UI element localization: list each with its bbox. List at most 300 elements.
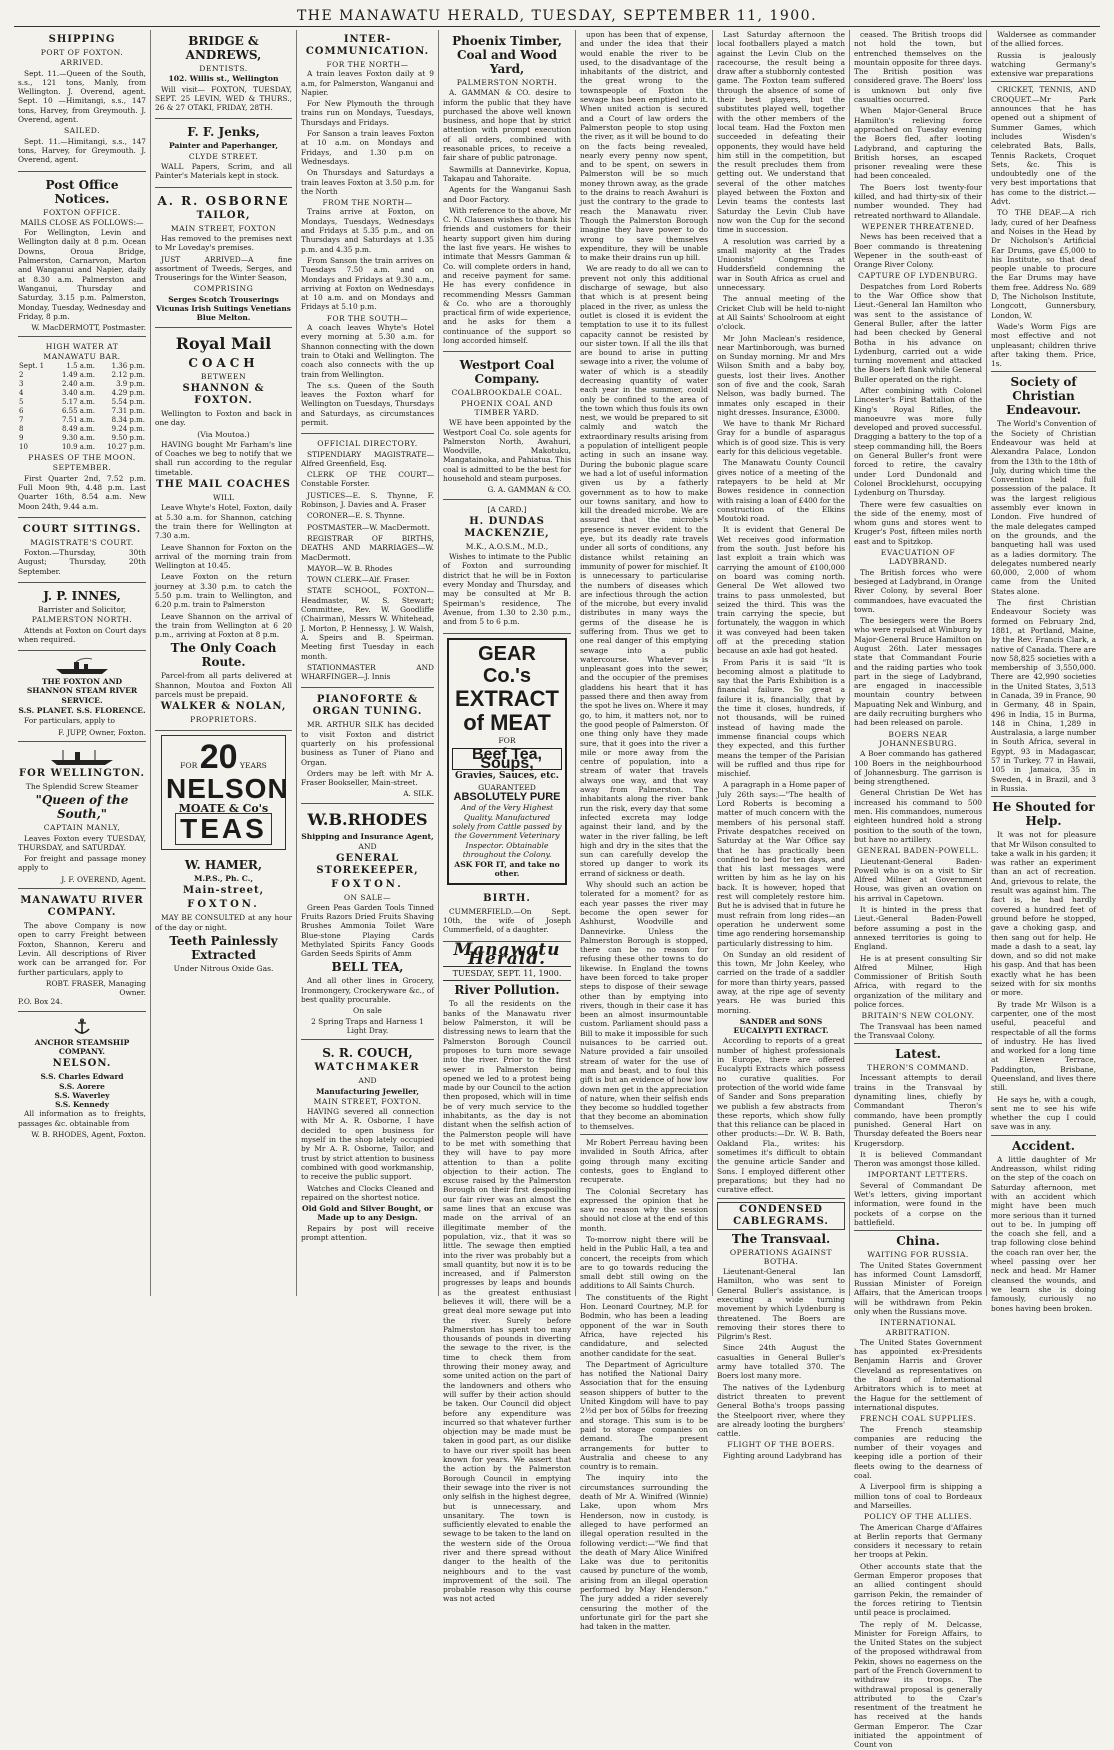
news-item: We have to thank Mr Richard Gray for a bundle of asparagus which is of good size. This is very early for this delicious vegetable. <box>717 419 845 457</box>
proprietors: PROPRIETORS. <box>190 715 257 725</box>
hamer-text: MAY BE CONSULTED at any hour of the day or night. <box>155 913 292 932</box>
high-water-cell: 7.51 a.m. <box>61 416 96 425</box>
jenks-street: CLYDE STREET. <box>188 151 259 161</box>
dentists-heading: BRIDGE & ANDREWS, <box>185 34 262 62</box>
high-water-row <box>18 371 146 380</box>
bell-tea: BELL TEA, <box>331 960 404 975</box>
cable-text: A Liverpool firm is shipping a million tons of coal to Bordeaux and Marseilles. <box>854 1482 982 1510</box>
couch-ad <box>301 1042 434 1248</box>
shipping-heading: SHIPPING <box>48 34 116 45</box>
column-7 <box>850 30 987 1750</box>
dentists-ad <box>155 30 292 119</box>
cable-text: Incessant attempts to derail trains in the Transvaal by dynamiting lines, chiefly by Commandant Theron's commando, have been promptly punished. General Hart on Thursday defeated the Boers near Krugersdorp. <box>854 1073 982 1148</box>
news-item: The constituents of the Right Hon. Leonard Courtney, M.P. for Bodmin, who has been a leading opponent of the war in South Africa, have rejected his candidature, and selected another candidate for the seat. <box>580 1292 708 1358</box>
cable-text: It is believed Commandant Theron was amongst those killed. <box>854 1149 982 1169</box>
rhodes-town: FOXTON. <box>331 879 404 891</box>
high-water-section <box>18 339 146 517</box>
steam-text: For particulars, apply to <box>24 716 115 726</box>
cable-text: ceased. The British troops did not hold the town, but entrenched themselves on the mountain opposite for three days. The British position was considered grave. The Boers' loss is unknown but only five casualties occurred. <box>854 30 982 105</box>
post-office-heading: Post Office Notices. <box>45 177 119 206</box>
advert-text: CRICKET, TENNIS, AND CROQUET.—Mr Park announces that he has opened out a shipment of Summer Games, which includes Wisden's celebrated Bats, Balls, Tennis Rackets, Croquet Sets, &c. This is undoubtedly one of the very best importations that has come to the district.—Advt. <box>991 85 1096 207</box>
directory-item: POSTMASTER—W. MacDermott. <box>307 522 430 532</box>
mails-heading: MAILS CLOSE AS FOLLOWS:— <box>20 217 144 227</box>
anchor-ship: S.S. Waverley <box>54 1090 110 1100</box>
editorial-text: Why should such an action be tolerated for a moment? for as each year passes the river may become the open sewer for Ashhurst, Woodville and Dannevirke. Unless the Palmerston Borough is stopped, there can be no reason for refusing these other towns to do likewise. In England the towns have been forced to take proper steps to dispose of their sewage other than by emptying into rivers, though in their case it has been an almost insurmountable custom. Parliament should pass a Bill to make it impossible for such nuisances to be carried out. Nature provided a fair unsoiled stream of water for the use of man and beast, and to foul this gift is but an evidence of how low down men get in the appreciation of nature, when their selfish ends they become so huddled together that they become an abomination to themselves. <box>580 880 708 1131</box>
high-water-cell: 8.34 p.m. <box>111 416 145 425</box>
royal-between: BETWEEN <box>200 371 247 381</box>
high-water-cell: 1.36 p.m. <box>111 362 145 371</box>
birth-notice <box>443 889 571 942</box>
china-heading: China. <box>896 1234 940 1249</box>
ad-teas: TEAS <box>175 813 272 845</box>
cable-heading: THERON'S COMMAND. <box>867 1063 969 1073</box>
rhodes-sub: Shipping and Insurance Agent, <box>301 831 434 841</box>
editorial-text: upon has been that of expense, and under the idea that their would enable the river to be used, to the disadvantage of the inhabitants of the district, and the great wrong to the townspeople of Foxton the sewage has been emptied into it. When united action is secured and a Court of law orders the Palmerston people to stop using the river, as it will be bound to do on the facts being revealed, nearly every penny now spent, and to be spent, on sewers in Palmerston will be so much money thrown away, as the grade to the drains to reach Awahuri is just the contrary to the grade to reach the Manawatu river. Though the Palmerston Borough imagine they have power to do wrong to save themselves expenditure, they will be unable to make their drains run up hill. <box>580 30 708 263</box>
cable-text: A Boer commando has gathered 100 Boers in the neighbourhood of Johannesburg. The garrison is being strengthened. <box>854 749 982 787</box>
cable-heading: BOERS NEAR JOHANNESBURG. <box>879 729 957 748</box>
high-water-cell: 1.49 a.m. <box>61 371 96 380</box>
hamer-street: Main-street, <box>182 885 265 897</box>
ad-years: YEARS <box>239 760 267 770</box>
gear-beef-tea: Beef Tea, Soups, <box>452 748 562 771</box>
directory-item: STIPENDIARY MAGISTRATE—Alfred Greenfield, Esq. <box>301 449 434 468</box>
mackenzie-heading: H. DUNDAS MACKENZIE, <box>464 515 550 539</box>
mackenzie-text: Wishes to intimate to the Public of Foxton and surrounding district that he will be in Foxton every Monday and Thursday, and may be consulted at Mr B. Speirman's residence, The Avenue, from 1.30 to 2.30 p.m., and from 5 to 6 p.m. <box>443 552 571 627</box>
couch-gold: Old Gold and Silver Bought, or Made up to any Design. <box>301 1204 434 1223</box>
river-company-ad <box>18 891 146 1012</box>
gear-extract-ad <box>447 638 567 885</box>
cable-text: He is at present consulting Sir Alfred Milner, High Commissioner of British South Africa, with regard to the organization of the military and police forces. <box>854 953 982 1009</box>
sailed-text: Sept. 11.—Himitangi, s.s., 147 tons, Harvey, for Greymouth. J. Overend, agent. <box>18 136 146 165</box>
gear-ask: ASK FOR IT, and take no other. <box>454 860 560 879</box>
ad-20: 20 <box>199 737 238 776</box>
high-water-cell: 10.27 p.m. <box>107 443 145 452</box>
cable-heading: GENERAL BADEN-POWELL. <box>856 846 980 856</box>
news-item: According to reports of a great number of highest professionals in Europe, there are offered Eucalypti Extracts which possess no curative qualities. For protection of the world wide fame of Sander and Sons preparation we publish a few abstracts from these reports, which show fully that this reliance can be placed in other products:—Dr. W. B. Bath, Oakland Fla., writes: his sometimes it's difficult to obtain the genuine article Sander and Sons. I employed different other preparations; but they had no curative effect. <box>717 1036 845 1195</box>
masthead-title: THE MANAWATU HERALD, TUESDAY, SEPTEMBER 11, 1900. <box>296 8 818 24</box>
westport-sign: G. A. GAMMAN & CO. <box>487 485 571 495</box>
osborne-ad <box>155 190 292 328</box>
cable-text: News has been received that a Boer commando is threatening Wepener in the south-east of Orange River Colony. <box>854 232 982 270</box>
phoenix-text: With reference to the above, Mr C. N. Clausen wishes to thank his friends and customers for their hearty support given him during the last five years. He wishes to intimate that Messrs Gamman & Co. will complete orders in hand, and receive payment for same. He has every confidence in recommending Messrs Gamman & Co. who are a thoroughly practical firm of wide experience, and he asks for them a continuance of the support so long accorded himself. <box>443 205 571 346</box>
high-water-cell: 9.24 p.m. <box>111 425 145 434</box>
bell-tea-text: And all other lines in Grocery, Ironmongery, Crockeryware &c., of best quality procurable. <box>301 976 434 1005</box>
cable-text: Waldersee as commander of the allied forces. <box>991 30 1096 49</box>
endeavour-text: The World's Convention of the Society of Christian Endeavour was held at Alexandra Palace, London from the 13th to the 18th of July, during which time the Convention held full possession of the palace. It was the largest religious assembly ever known in London. Five hundred of the male delegates camped on the grounds, and the banqueting hall was used as a ladies dormitory. The delegates numbered nearly 60,000, 2,000 of whom came from the United States alone. <box>991 419 1097 596</box>
anchor-ad <box>18 1014 146 1144</box>
captain: CAPTAIN MANLY, <box>43 823 121 833</box>
endeavour-heading: Society of Christian Endeavour. <box>1006 375 1081 418</box>
piano-ad <box>301 690 434 803</box>
cable-heading: INTERNATIONAL ARBITRATION. <box>880 1318 956 1337</box>
mail-coaches-text: Leave Foxton on the return journey at 3.30 p.m. to catch the 5.50 p.m. train to Wellington, and 6.20 p.m. train to Palmerston <box>155 572 292 610</box>
ad-for: FOR <box>180 760 198 770</box>
directory-item: TOWN CLERK—Alf. Fraser. <box>307 575 411 585</box>
steam-heading: THE FOXTON AND SHANNON STEAM RIVER SERVICE. <box>26 677 138 705</box>
ic-text: For Sanson a train leaves Foxton at 10 a.m. on Mondays and Fridays, and 1.30 p.m on Wednesdays. <box>301 129 434 166</box>
moon-text: First Quarter 2nd, 7.52 p.m. Full Moon 9th, 4.48 p.m. Last Quarter 16th, 8.54 a.m. New Moon 24th, 9.44 a.m. <box>18 473 146 511</box>
hamer-heading: W. HAMER, <box>184 857 263 872</box>
anchor-ship: S.S. Charles Edward <box>40 1072 124 1082</box>
phoenix-ad <box>443 30 571 352</box>
column-1 <box>14 30 151 1296</box>
rhodes-traps: 2 Spring Traps and Harness 1 Light Dray. <box>311 1016 424 1035</box>
steam-river-ad <box>18 653 146 742</box>
high-water-cell: 1.5 a.m. <box>66 362 96 371</box>
wellington-agent: J. F. OVEREND, Agent. <box>61 874 146 884</box>
cable-text: Russia is jealously watching Germany's extensive war preparations <box>991 50 1096 79</box>
cable-heading: IMPORTANT LETTERS. <box>867 1170 969 1180</box>
innes-place: PALMERSTON NORTH. <box>31 615 133 625</box>
rhodes-storekeeper: GENERAL STOREKEEPER, <box>316 853 419 877</box>
cable-text: Since 24th August the casualties in General Buller's army have totalled 370. The Boers lost many more. <box>717 1343 845 1381</box>
court-section <box>18 520 146 583</box>
osborne-comprising: COMPRISING <box>193 284 254 294</box>
postmaster-sign: W. MacDERMOTT, Postmaster. <box>31 323 146 333</box>
cable-text: There were few casualties on the side of the enemy, most of whom guns and stores went to Kruger's Post, fifteen miles north east and to Spitzkop. <box>854 499 982 546</box>
paper-date: TUESDAY, SEPT. 11, 1900. <box>443 966 571 981</box>
advert-text: Wade's Worm Figs are most effective and not unpleasant; children thrive after taking them. Price, 1s. <box>991 321 1096 369</box>
news-item: From Paris it is said "It is becoming almost a platitude to say that the Paris Exhibition is a financial failure. So great a failure it is, financially, that by the time it closes, hundreds, if not thousands, will be ruined instead of having made the immense financial coups which they expected, and this further means the temper of the Parisian will be ruffled and thus ripe for mischief. <box>717 657 845 779</box>
high-water-cell: 9 <box>19 434 24 443</box>
phoenix-sub: PALMERSTON NORTH. <box>456 78 558 87</box>
couch-mfr: Manufacturing Jeweller, <box>315 1086 420 1096</box>
gear-text: And of the Very Highest Quality. Manufactured solely from Cattle passed by the Government Veterinary Inspector. Obtainable throughout the Colony. <box>452 803 562 859</box>
transvaal-heading: The Transvaal. <box>731 1231 831 1246</box>
high-water-cell: 7.31 p.m. <box>111 407 145 416</box>
condensed-cablegrams-heading: CONDENSED CABLEGRAMS. <box>717 1202 845 1230</box>
innes-ad <box>18 585 146 651</box>
gear-gravies: Gravies, Sauces, etc. <box>455 771 559 782</box>
ic-text: Trains arrive at Foxton, on Mondays, Tuesdays, Wednesdays and Fridays at 5.35 p.m., and on Thursdays and Saturdays at 1.35 p.m. and 4.35 p.m. <box>301 207 434 254</box>
piano-text: MR. ARTHUR SILK has decided to visit Foxton and district quarterly on his professional business as Tuner of Piano and Organ. <box>301 720 434 767</box>
port-heading: PORT OF FOXTON. <box>40 48 124 57</box>
high-water-cell: 3.40 a.m. <box>61 389 96 398</box>
cable-text: Other accounts state that the German Emperor proposes that an allied contingent should garrison Pekin, the remainder of the forces retiring to Tientsin until peace is proclaimed. <box>854 1561 982 1618</box>
column-5 <box>576 30 713 1632</box>
phoenix-text: Agents for the Wanganui Sash and Door Factory. <box>443 185 571 204</box>
royal-text: Wellington to Foxton and back in one day. <box>155 408 292 428</box>
directory-item: JUSTICES—E. S. Thynne, F. Robinson, J. Davies and A. Fraser <box>301 490 434 510</box>
river-company-heading: MANAWATU RIVER COMPANY. <box>20 895 144 919</box>
couch-sub: WATCHMAKER <box>314 1062 421 1074</box>
ic-text: The s.s. Queen of the South leaves the Foxton wharf for Wellington on Tuesdays, Thursdays and Saturdays, as circumstances permit. <box>301 380 434 427</box>
flight-heading: FLIGHT OF THE BOERS. <box>727 1440 835 1450</box>
innes-text: Attends at Foxton on Court days when required. <box>18 625 146 644</box>
gear-guaranteed: GUARANTEED <box>478 782 536 792</box>
cable-text: Lieutenant-General Ian Hamilton, who was sent to General Buller's assistance, is executing a wide turning movement by which Lydenburg is threatened. The Boers are removing their stores there to Pilgrim's Rest. <box>717 1267 845 1342</box>
high-water-row <box>18 425 146 434</box>
cable-text: The United States Government has appointed ex-Presidents Benjamin Harris and Grover Cleveland as representatives on the Board of International Arbitrators which is to meet at the Hague for the settlement of international disputes. <box>854 1337 982 1412</box>
mail-coaches-text: Leave Whyte's Hotel, Foxton, daily at 5.30 a.m. for Shannon, catching the train there for Wellington at 7.30 a.m. <box>155 503 292 541</box>
endeavour-text: The first Christian Endeavour Society was formed on February 2nd, 1881, at Portland, Maine, by the Rev. Francis Clark, a native of Canada. There are now 58,825 societies with a membership of 3,550,000. There are 42,990 societies in the United States, 3,513 in Canada, 39 in France, 90 in Germany, 48 in Spain, 496 in India, 15 in Burma, 148 in China, 1,289 in Australasia, a large number in South Africa, several in Egypt, 93 in Madagascar, 57 in Turkey, 77 in Hawaii, 105 in Jamaica, 35 in Sweden, 4 in Brazil, and 3 in Russia. <box>991 598 1096 793</box>
cable-heading: POLICY OF THE ALLIES. <box>863 1512 973 1522</box>
royal-route: SHANNON & FOXTON. <box>182 382 265 406</box>
from-north: FROM THE NORTH— <box>322 198 413 208</box>
news-item: The Department of Agriculture has notified the National Dairy Association that for the ensuing season shippers of butter to the United Kingdom will have to pay 2½d per box of 56lbs for freezing and storage. This sum is to be paid to storage companies on demand. The present arrangements for butter to Australia and cheese to any country is to remain. <box>580 1359 708 1472</box>
high-water-cell: 8.49 a.m. <box>61 425 96 434</box>
story-text: By trade Mr Wilson is a carpenter, one of the most useful, peaceful and respectable of all the forms of industry. He has lived and worked for a long time at Eleven Terrace, Paddington, Brisbane, Queensland, and lives there still. <box>991 999 1096 1093</box>
royal-text: HAVING bought Mr Farham's line of Coaches we beg to notify that we shall run according to the regular timetable. <box>155 439 292 477</box>
hamer-ad <box>155 854 292 978</box>
cable-text: The Boers lost twenty-four killed, and had thirty-six of their number wounded. They had retreated northward to Allandale. <box>854 182 982 220</box>
court-heading: COURT SITTINGS. <box>22 523 142 535</box>
mail-coaches-text: Leave Shannon on the arrival of the train from Wellington at 6 20 p.m., arriving at Foxton at 8 p.m. <box>155 611 292 640</box>
only-coach-route: The Only Coach Route. <box>170 641 277 670</box>
westport-sub2: PHOENIX COAL AND TIMBER YARD. <box>460 398 554 417</box>
innes-sub: Barrister and Solicitor, <box>37 604 127 614</box>
news-item: On Sunday an old resident of this town, Mr John Keeley, who carried on the trade of a saddler for more than thirty years, passed away, at the ripe age of seventy years. He was buried this morning. <box>717 949 845 1015</box>
directory-item: REGISTRAR OF BIRTHS, DEATHS AND MARRIAGES—W. MacDermott. <box>301 533 434 562</box>
anchor-nelson: NELSON. <box>52 1058 112 1070</box>
high-water-cell: 4.29 p.m. <box>111 389 145 398</box>
court-text: Foxton.—Thursday, 30th August; Thursday, 20th September. <box>18 548 146 576</box>
parcel-text: Parcel-from all parts delivered at Shannon, Moutoa and Foxton All parcels must be prepaid. <box>155 671 292 700</box>
couch-and: AND <box>358 1076 377 1086</box>
high-water-table <box>18 362 146 452</box>
cable-text: General Christian De Wet has increased his command to 500 men. His commandoes, numerous eighteen hundred hold a strong position to the south of the town, but have no artillery. <box>854 788 982 844</box>
high-water-row <box>18 443 146 452</box>
high-water-cell: 6.55 a.m. <box>61 407 96 416</box>
ops-heading: OPERATIONS AGAINST BOTHA. <box>729 1247 833 1266</box>
news-item: The Colonial Secretary has expressed the opinion that he saw no reason why the session should not close at the end of this month. <box>580 1186 708 1233</box>
wellington-sub: The Splendid Screw Steamer <box>25 781 139 791</box>
high-water-row <box>18 362 146 371</box>
for-south: FOR THE SOUTH— <box>326 313 409 323</box>
cable-text: Lieutenant-General Baden-Powell who is on a visit to Sir Alfred Milner at Government House, was given an ovation on his arrival in Capetown. <box>854 856 982 903</box>
couch-text: HAVING severed all connection with Mr A. R. Osborne, I have decided to open business for myself in the shop lately occupied by Mr A. R. Osborne, Tailor, and trust by strict attention to business combined with good workmanship, to receive the public support. <box>301 1107 434 1182</box>
official-directory <box>301 436 434 688</box>
wellington-heading: FOR WELLINGTON. <box>18 767 145 779</box>
high-water-cell: 10.9 a.m. <box>61 443 96 452</box>
news-item: Mr John Maclean's residence, near Martinborough, was burned on Sunday morning. Mr and Mrs Wilson Smith and a baby boy, guests, lost their lives. Another son of five and the cook, Sarah Nelson, was badly burned. The inmates only escaped in their night dresses. Insurance, £3000. <box>717 333 845 417</box>
gear-for: FOR <box>498 735 516 745</box>
cable-text: The British forces who were besieged at Ladybrand, in Orange River Colony, by several Boer commandoes, have evacuated the town. <box>854 567 982 614</box>
nelson-teas-ad <box>161 735 289 850</box>
rhodes-and: AND <box>358 842 377 852</box>
royal-mail-heading: Royal Mail <box>175 333 272 353</box>
rhodes-onsale: ON SALE— <box>344 893 391 903</box>
paper-title: Manawatu Herald. <box>453 939 561 969</box>
dentists-text: Will visit— FOXTON, TUESDAY, SEPT. 25 LEVIN, WED & THURS., 26 & 27 OTAKI, FRIDAY, 28TH. <box>155 84 292 113</box>
anchor-text: All information as to freights, passages &c. obtainable from <box>18 1109 146 1128</box>
shipping-section <box>18 30 146 172</box>
mackenzie-sub: M.K., A.O.S.M., M.D., <box>465 541 549 551</box>
couch-text: Repairs by post will receive prompt attention. <box>301 1223 434 1242</box>
high-water-cell: 2 <box>19 371 24 380</box>
high-water-row <box>18 434 146 443</box>
moon-month: SEPTEMBER. <box>52 463 112 473</box>
high-water-row <box>18 416 146 425</box>
innes-heading: J. P. INNES, <box>43 588 121 603</box>
column-6 <box>713 30 850 1460</box>
arrived-heading: ARRIVED. <box>60 58 104 68</box>
wellington-ad <box>18 744 146 889</box>
dentists-sub: DENTISTS. <box>199 64 248 73</box>
cable-text: The United States Government has informed Count Lamsdorff, Russian Minister of Foreign Affairs, that the American troops will be withdrawn from Pekin only when the Russians move. <box>854 1260 982 1316</box>
ic-text: On Thursdays and Saturdays a train leaves Foxton at 3.50 p.m. for the North <box>301 168 434 196</box>
high-water-cell: 5.17 a.m. <box>61 398 96 407</box>
wellington-text: Leaves Foxton every TUESDAY, THURSDAY, and SATURDAY. <box>18 833 146 852</box>
accident-heading: Accident. <box>1012 1138 1075 1153</box>
ic-text: From Sanson the train arrives on Tuesdays 7.50 a.m. and on Mondays and Fridays at 9.30 a.m., arriving at Foxton on Wednesdays at 10 a.m. and on Mondays and Fridays at 5.10 p.m. <box>301 255 434 312</box>
cable-text: The American Charge d'Affaires at Berlin reports that Germany considers it necessary to retain her troops at Pekin. <box>854 1522 982 1560</box>
high-water-row <box>18 407 146 416</box>
advert-text: TO THE DEAF.—A rich lady, cured of her Deafness and Noises in the Head by Dr Nicholson's Artificial Ear Drums, gave £5,000 to his Institute, so that deaf people unable to procure the Ear Drums may have them free. Address No. 689 D, The Nicholson Institute, Longcott, Gunnersbury, London, W. <box>991 208 1096 320</box>
anchor-ship: S.S. Kennedy <box>55 1100 109 1110</box>
phoenix-text: Sawmills at Dannevirke, Kopua, Takapau and Tahoraite. <box>443 164 571 183</box>
news-item: Mr Robert Perreau having been invalided in South Africa, after going through many exciting contests, goes to England to recuperate. <box>580 1138 708 1185</box>
directory-item: CLERK OF THE COURT—Constable Forster. <box>301 470 434 489</box>
phoenix-text: A. GAMMAN & CO. desire to inform the public that they have purchased the above well known business, and hope that by strict attention with prompt execution of all orders, combined with reasonable prices, to receive a fair share of public patronage. <box>443 88 571 163</box>
birth-text: CUMMERFIELD.—On Sept. 10th, the wife of Joseph Cummerfield, of a daughter. <box>443 906 571 935</box>
cable-heading: FRENCH COAL SUPPLIES. <box>859 1414 977 1424</box>
high-water-cell: 2.40 a.m. <box>61 380 96 389</box>
arrived-text: Sept. 11.—Queen of the South, s.s., 121 tons, Manly, from Wellington. J. Overend, agent. Sept. 10 —Himitangi, s.s., 147 tons, Harvey, from Greymouth. J. Overend, agent. <box>18 68 146 125</box>
ic-text: A coach leaves Whyte's Hotel every morning at 5.30 a.m. for Shannon connecting with the down train to Otaki and Wellington. The coach also connects with the up train from Wellington. <box>301 323 434 379</box>
directory-item: STATE SCHOOL, FOXTON—Headmaster, W. S. Stewart; Committee, Rev. W. Goodliffe (Chairman), Messrs W. Whitehead, J. Morton, P. Hennessy, J. W. Walsh, A. Speirs and B. Speirman. Meeting first Tuesday in each month. <box>301 586 434 661</box>
accident-text: A little daughter of Mr Andreasson, whilst riding on the step of the coach on Saturday afternoon, met with an accident which might have been much more serious than it turned out to be. In jumping off the coach she fell, and a trap following close behind the coach ran over her, the wheel passing over her neck and head. Mr Hamer cleansed the wounds, and we learn she is doing famously, curiously no bones having been broken. <box>991 1154 1096 1313</box>
sailed-heading: SAILED. <box>63 126 100 136</box>
royal-mail-ad <box>155 330 292 731</box>
directory-item: CORONER—E. S. Thynne. <box>307 511 405 521</box>
cable-heading: WAITING FOR RUSSIA. <box>867 1250 969 1260</box>
cable-text: Fighting around Ladybrand has <box>723 1450 842 1460</box>
high-water-cell: 3.9 p.m. <box>116 380 145 389</box>
column-3 <box>297 30 439 1296</box>
high-water-cell: Sept. 1 <box>19 362 45 371</box>
high-water-cell: 9.30 a.m. <box>61 434 96 443</box>
moon-heading: PHASES OF THE MOON. <box>28 453 136 463</box>
card-label: [A CARD.] <box>487 504 527 514</box>
anchor-heading: ANCHOR STEAMSHIP COMPANY. <box>34 1037 130 1056</box>
mails-text: For Wellington, Levin and Wellington daily at 8 p.m. Ocean Downs, Oroua Bridge, Palmerston, Carnarvon, Marton and Wanganui and Napier, daily at 8.30 a.m. Palmerston and Wanganui, Thursday and Saturday, 3.15 p.m. Palmerston, Monday, Tuesday, Wednesday and Friday, 8 p.m. <box>18 228 146 321</box>
masthead <box>14 6 1100 27</box>
cable-heading: CAPTURE OF LYDENBURG. <box>858 271 978 281</box>
cable-text: The besiegers were the Boers who were repulsed at Winburg by Major-General Bruce Hamilton on August 26th. Later messages state that Commandant Fourie and the raiding parties who took part in the siege of Ladybrand, are engaged in inaccessible mountain country between Mapuating Nek and Winburg, and are daily recruiting burghers who had been released on parole. <box>854 616 982 728</box>
mail-coaches-text: Leave Shannon for Foxton on the arrival of the morning train from Wellington at 10.45. <box>155 542 292 571</box>
osborne-text: Has removed to the premises next to Mr Loveday's premises. <box>155 233 292 253</box>
high-water-row <box>18 398 146 407</box>
anchor-icon <box>73 1018 91 1036</box>
westport-text: WE have been appointed by the Westport Coal Co. sole agents for Palmerston North, Awahuri, Woodville, Makotuku, Mangatainoka, and Pahiatua. This coal is admitted to be the best for household and steam purposes. <box>443 418 571 483</box>
post-office-section <box>18 174 146 338</box>
river-company-box: P.O. Box 24. <box>18 997 63 1007</box>
shouted-heading: He Shouted for Help. <box>992 800 1095 829</box>
high-water-cell: 10 <box>19 443 28 452</box>
cable-text: Several of Commandant De Wet's letters, giving important information, were found in the pockets of a corpse on the battlefield. <box>854 1180 982 1227</box>
cable-text: After combining with Colonel Lincester's First Battalion of the King's Royal Rifles, the manoeuvre was more fully developed and proved successful. Dragging a battery to the top of a steep commanding hill, the Boers on General Buller's front were forced to retire, the cavalry under Lord Dundonald and Colonel Brocklehurst, occupying Lydenburg on Thursday. <box>854 385 982 498</box>
couch-text: Watches and Clocks Cleaned and repaired on the shortest notice. <box>301 1183 434 1202</box>
ic-text: For New Plymouth the through trains run on Mondays, Tuesdays, Thursdays and Fridays. <box>301 99 434 127</box>
mackenzie-ad <box>443 502 571 634</box>
teeth-sub: Under Nitrous Oxide Gas. <box>173 963 274 973</box>
post-office-sub: FOXTON OFFICE. <box>43 207 121 217</box>
royal-via: (Via Moutoa.) <box>197 429 250 439</box>
directory-item: MAYOR—W. B. Rhodes <box>307 563 393 573</box>
high-water-cell: 5.54 p.m. <box>111 398 145 407</box>
high-water-cell: 3 <box>19 380 24 389</box>
eucalypti-heading: SANDER and SONS EUCALYPTI EXTRACT. <box>733 1016 829 1036</box>
columns <box>14 30 1100 1750</box>
news-item: A paragraph in a Home paper of July 26th says:—"The health of Lord Roberts is becoming a matter of much concern with the members of his personal staff. Private despatches received on Saturday at the War Office say that he has practically been confined to bed for ten days, and that his last messages were written by him as he lay on his back. It is however, hoped that rest will completely restore him. But he is advised that in future he must refrain from long rides—an operation he underwent some time ago rendering horsemanship particularly distressing to him. <box>717 780 845 948</box>
high-water-cell: 4 <box>19 389 24 398</box>
steamship-icon <box>52 657 112 675</box>
birth-heading: BIRTH. <box>483 892 531 904</box>
ad-moate: MOATE & Co's <box>178 801 269 815</box>
osborne-heading: A. R. OSBORNE <box>157 193 290 208</box>
news-item: It is evident that General De Wet receives good information from the south. Just before his last exploit a train which was carrying the amount of £100,000 on board was coming north. General De Wet allowed two trains to pass unmolested, but seized the third. This was the train carrying the specie, but fortunately, the waggon in which it was conveyed had been taken off at the preceding station because an axle had got heated. <box>717 525 845 656</box>
high-water-row <box>18 389 146 398</box>
news-item: The inquiry into the circumstances surrounding the death of Mr A. Winifred (Winnie) Lake, upon whom Mrs Henderson, now in custody, is alleged to have performed an illegal operation resulted in the following verdict:—"We find that the death of Mary Alice Winifred Lake was due to peritonitis caused by puncture of the womb, arising from an illegal operation performed by May Henderson." The jury added a rider severely censuring the mother of the unfortunate girl for the part she had taken in the matter. <box>580 1473 708 1632</box>
ic-text: A train leaves Foxton daily at 9 a.m, for Palmerston, Wanganui and Napier. <box>301 69 434 97</box>
piano-heading: PIANOFORTE & ORGAN TUNING. <box>312 694 423 718</box>
osborne-sub: TAILOR, <box>196 209 251 221</box>
steamship-icon <box>47 748 117 766</box>
mail-coaches-heading: THE MAIL COACHES <box>156 479 291 491</box>
osborne-list: Serges Scotch Trouserings Vicunas Irish Suitings Venetians Blue Melton. <box>156 294 291 323</box>
teeth-heading: Teeth Painlessly Extracted <box>169 933 278 962</box>
high-water-cell: 6 <box>19 407 24 416</box>
anchor-ship: S.S. Aorere <box>59 1081 105 1091</box>
latest-heading: Latest. <box>895 1047 941 1062</box>
cable-heading: EVACUATION OF LADYBRAND. <box>880 548 956 567</box>
cable-heading: WEPENER THREATENED. <box>861 221 975 231</box>
high-water-cell: 9.50 p.m. <box>111 434 145 443</box>
mail-coaches-will: WILL <box>213 493 234 503</box>
piano-sign: A. SILK. <box>403 789 434 799</box>
couch-street: MAIN STREET, FOXTON. <box>313 1096 422 1106</box>
steam-agent: F. JUPP, Owner, Foxton. <box>58 727 146 737</box>
column-2 <box>151 30 297 1296</box>
rhodes-heading: W.B.RHODES <box>307 809 428 829</box>
jenks-ad <box>155 121 292 187</box>
westport-heading: Westport Coal Company. <box>459 358 555 387</box>
editorial-text: We are ready to do all we can to prevent not only this additional discharge of sewage, but also that which is at present being placed in the river, as unless the outlet is closed it is evident the temptation to use it to its fullest capacity cannot be resisted by our sister town. If all the ills that are bound to arise in putting sewage into a river, the volume of water of which is a steadily decreasing quantity of water each year in the summer, could only be confined to the area of the town which thus fouls its own nest, we would be prepared to sit calmly and watch the extraordinary results arising from a population of intelligent people acting in such an insane way. During the bubonic plague scare we had a lot of useful information given us by a fatherly government as to how to make our towns sanitary, and how to kill the dreaded microbe. We are assured that the microbe's presence is never evident to the eye, but its deadly rate travels under all sorts of conditions, any distance whilst retaining an immunity of power for mischief. It is unnecessary to particularise the numbers of diseases which are infectious through the action of the microbe, but every invalid distributes in many ways the germs of the disease he is suffering from. Thus we get to one real danger of this emptying sewage into a public watercourse. Whatever is unpleasant goes into the sewer, and the occupier of the premises gladdens his heart that it has passed there and then away from the spot he lives on. Where it may go, to him, it matters not, nor to the good people of Palmerston. Of one thing only have they made sure, that it goes into the river a mile or more away from the centre of population, into a stream of water that travels always one way, and that way away from Palmerston. The inhabitants along the river bank run the risk, every day that some infected excreta may lodge against their land, and by the water in the river falling, be left high and dry in the sites that the sun can carefully develop the stored up danger to work its errand of sickness or death. <box>580 264 708 878</box>
cable-text: When Major-General Bruce Hamilton's relieving force approached on Tuesday evening the Boers fled, after looting Ladybrand, and capturing the British horses, an escaped prisoner revealing were these had been concealed. <box>854 106 982 181</box>
westport-sub: COALBROOKDALE COAL. <box>451 388 563 398</box>
cable-text: The French steamship companies are reducing the number of their voyages and keeping idle a portion of their fleets owing to the dearness of coal. <box>854 1424 982 1481</box>
rhodes-goods: Green Peas Garden Tools Tinned Fruits Razors Dried Fruits Shaving Brushes Ammonia Toilet Ware Blue-stone Playing Cards Methylated Spirits Fancy Goods Garden Seeds Spirits of Amm <box>301 902 434 959</box>
story-text: It was not for pleasure that Mr Wilson consulted to take a walk in his garden; it was rather an experiment than an act of recreation. And, grievous to relate, the result was against him. The fact is, he had hardly covered a hundred feet of ground before he stopped, gave a choking gasp, and then sang out for help. He made a dash to a seat, lay down, and so did not make his gasp. And that has been exactly what he has been seized with for six months or more. <box>991 830 1096 998</box>
news-item: A resolution was carried by a small majority at the Trades Unionists' Congress at Huddersfield condemning the war in South Africa as cruel and unnecessary. <box>717 236 845 293</box>
jenks-heading: F. F. Jenks, <box>187 125 260 140</box>
cable-text: It is hinted in the press that Lieut.-General Baden-Powell before assuming a post in the annexed territories is going to England. <box>854 905 982 952</box>
walker-nolan: WALKER & NOLAN, <box>160 701 287 713</box>
piano-text: Orders may be left with Mr A. Fraser Bookseller, Main-street. <box>301 768 434 788</box>
official-directory-heading: OFFICIAL DIRECTORY. <box>317 439 418 449</box>
cable-text: Despatches from Lord Roberts to the War Office show that Lieut.-General Ian Hamilton who was sent to the assistance of General Buller, after the latter had been checked by General Botha in his advance on Lydenburg, carried out a wide turning movement and attacked the Boers left flank while General Buller operated on the right. <box>854 281 982 384</box>
royal-coach: COACH <box>188 355 259 370</box>
gear-name: GEAR Co.'s <box>478 642 536 687</box>
column-4 <box>439 30 576 1604</box>
high-water-cell: 5 <box>19 398 24 407</box>
news-item: The annual meeting of the Cricket Club will be held to-night at All Saints' Schoolroom at eight o'clock. <box>717 294 845 332</box>
high-water-cell: 2.12 p.m. <box>111 371 145 380</box>
steam-ships: S.S. PLANET. S.S. FLORENCE. <box>18 706 146 716</box>
phoenix-heading: Phoenix Timber, Coal and Wood Yard, <box>452 34 562 76</box>
rhodes-onsale2: On sale <box>353 1006 382 1016</box>
jenks-sub: Painter and Paperhanger, <box>169 141 278 151</box>
hamer-town: FOXTON. <box>187 899 260 911</box>
high-water-heading: HIGH WATER AT MANAWATU BAR. <box>43 342 121 361</box>
wellington-freight: For freight and passage money apply to <box>18 854 146 873</box>
column-8 <box>987 30 1100 1313</box>
cable-text: The natives of the Lydenburg district threaten to prevent General Botha's troops passing the Steelpoort river, where they are already looting the burghers' cattle. <box>717 1382 845 1439</box>
high-water-cell: 7 <box>19 416 24 425</box>
news-item: Last Saturday afternoon the local footballers played a match against the Levin Club on the racecourse, the result being a draw after a stubbornly contested game. The Foxton team suffered through the absence of some of their best players, but the substitutes played well, together with the other members of the local team. Had the Foxton men succeeded in defeating their opponents, they would have held him still in the competition, but the result precludes them from getting out. We understand that several of the other matches played between the Foxton and Levin teams the contests last Saturday the Levin Club have now won the Cup for the second time in succession. <box>717 30 845 235</box>
cable-text: The reply of M. Delcasse, Minister for Foreign Affairs, to the United States on the subject of the proposed withdrawal from Pekin, shows no eagerness on the part of the French Government to withdraw its troops. The withdrawal proposal is generally attributed to the Czar's resentment of the treatment he has received at the hands German Emperor. The Czar initiated the appointment of Count von <box>854 1619 982 1750</box>
